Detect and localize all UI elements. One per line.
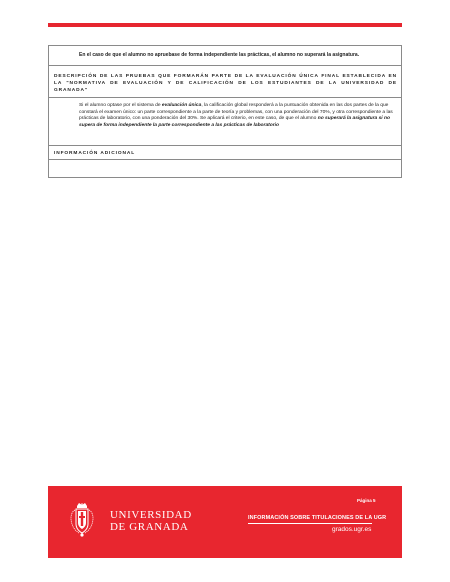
additional-info-content (49, 160, 401, 177)
table-row (49, 46, 401, 66)
degrees-info-link[interactable]: INFORMACIÓN SOBRE TITULACIONES DE LA UGR (248, 515, 387, 521)
university-name: UNIVERSIDAD DE GRANADA (110, 509, 192, 533)
single-evaluation-paragraph: Si el alumno optase por el sistema de evaluación única, la calificación global responderá a la puntuación obtenida en las dos partes de la que constará el examen único: un parte correspondiente a la parte de teoría y problemas, con una ponderación del 70%, y otra correspondiente a las prácticas de laboratorio, con una ponderación del 30%. Se aplicará el criterio, en este caso, de que el alumno no superará la asignatura si no supera de forma independiente la parte correspondiente a las prácticas de laboratorio (79, 103, 393, 128)
page-number: Página 5 (357, 498, 376, 503)
table-row (49, 66, 401, 98)
header-red-bar (48, 23, 402, 27)
table-row (49, 98, 401, 146)
ugr-crest-icon (68, 502, 96, 538)
table-row (49, 146, 401, 160)
additional-info-heading: INFORMACIÓN ADICIONAL (54, 151, 136, 156)
practices-note: En el caso de que el alumno no apruebase de forma independiente las prácticas, el alumno no superará la asignatura. (79, 52, 360, 58)
final-evaluation-heading: DESCRIPCIÓN DE LAS PRUEBAS QUE FORMARÁN PARTE DE LA EVALUACIÓN ÚNICA FINAL ESTABLECIDA EN LA "NORMATIVA DE EVALUACIÓN Y DE CALIFICACIÓN DE LOS ESTUDIANTES DE LA UNIVERSIDAD DE GRANADA" (54, 74, 397, 93)
grados-url-link[interactable]: grados.ugr.es (332, 526, 372, 533)
footer (48, 486, 402, 558)
evaluation-table (48, 45, 402, 178)
info-link-underline (248, 523, 372, 524)
